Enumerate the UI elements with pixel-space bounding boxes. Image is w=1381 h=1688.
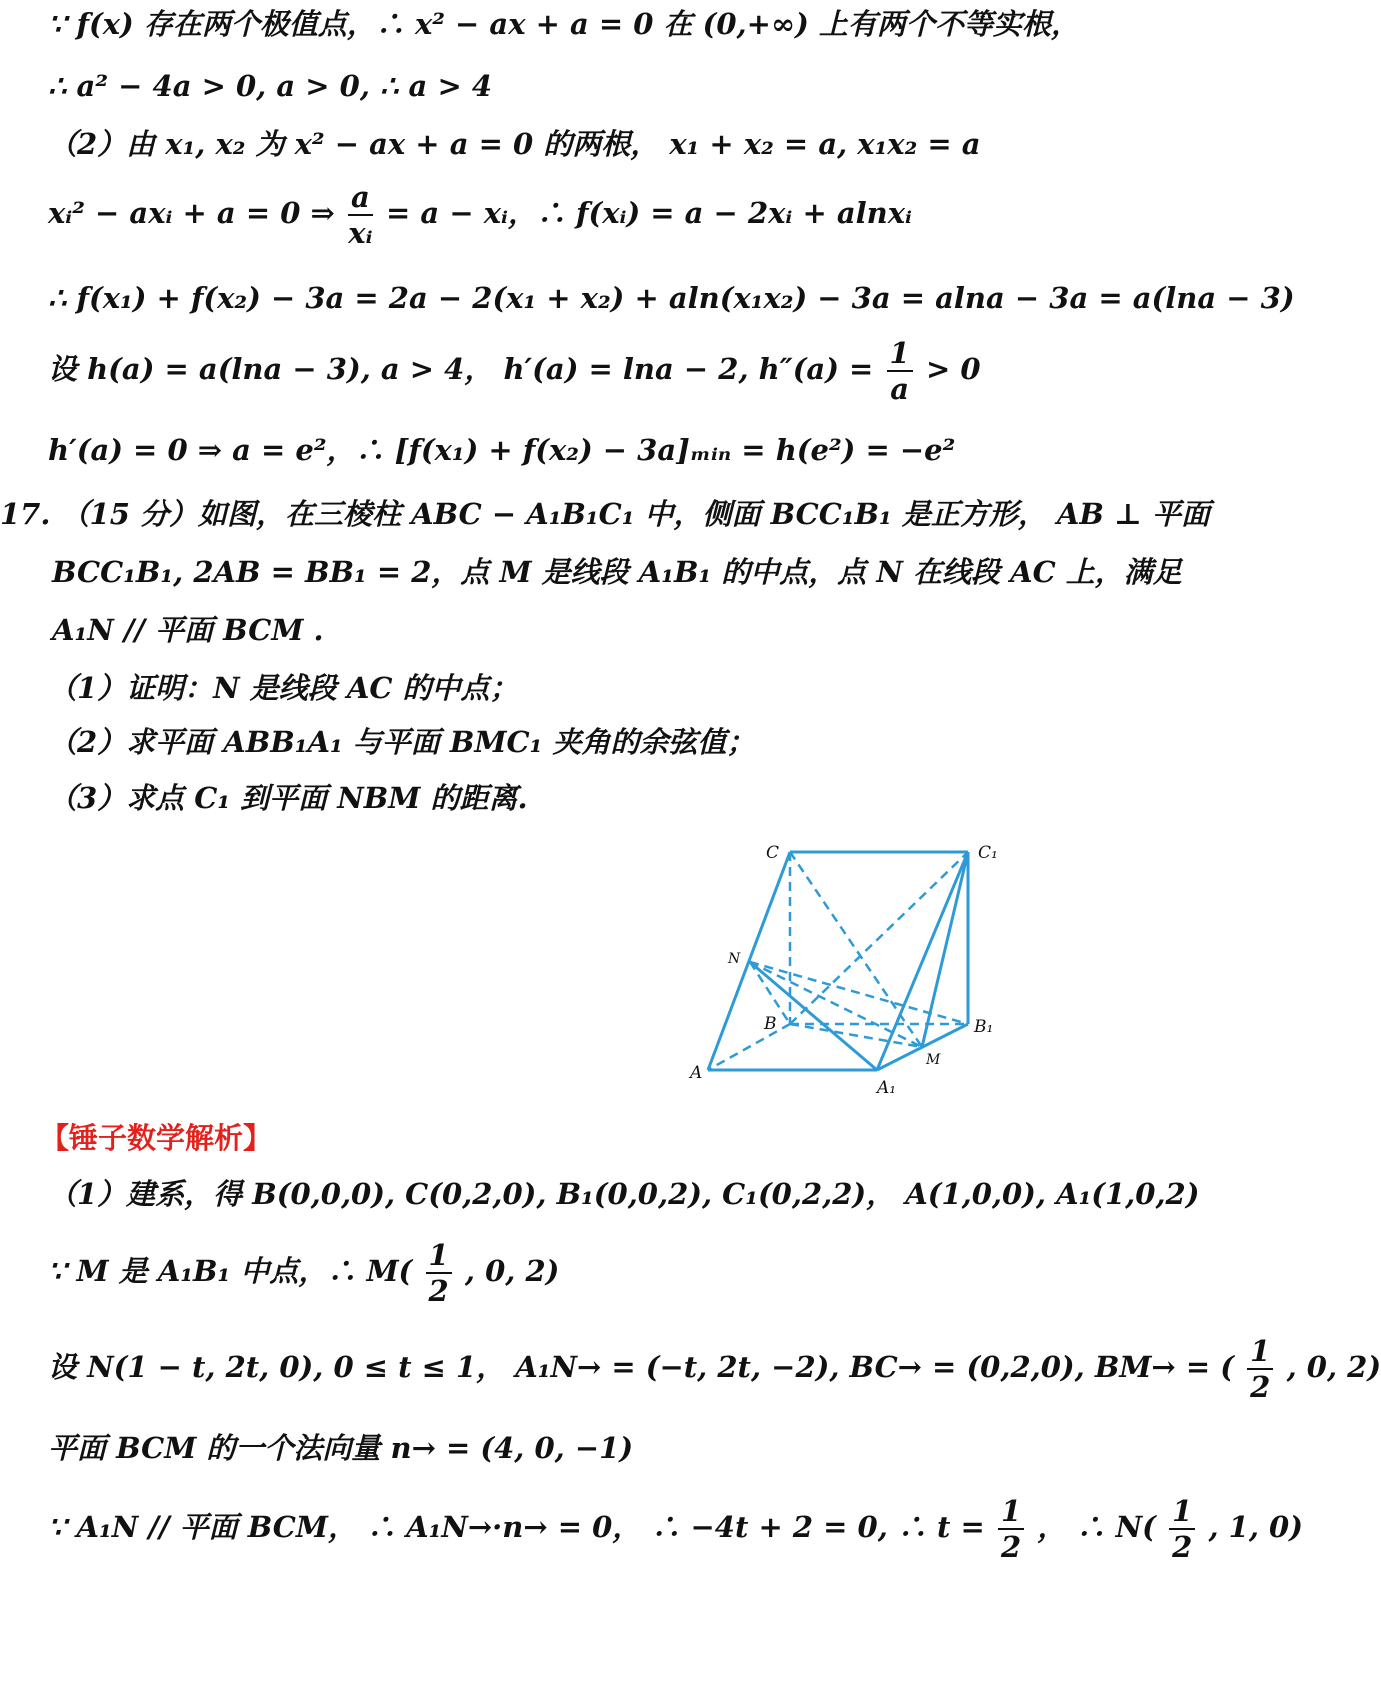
- line-3: （2）由 x₁, x₂ 为 x² − ax + a = 0 的两根， x₁ + x₂ = a, x₁x₂ = a: [48, 127, 981, 161]
- label-M: M: [926, 1052, 941, 1068]
- edge-C-M: [790, 852, 922, 1047]
- fraction-a-over-xi: $\frac{a}{\text{xᵢ}}$: [348, 180, 373, 250]
- vertex-labels: [688, 843, 998, 1098]
- solution-line-5: ∵ A₁N // 平面 BCM， ∴ A₁N→·n→ = 0， ∴ −4t + 2 = 0, ∴ t = $\frac{1}{2}$ ， ∴ N( $\frac{1}{2}$ , 1, 0): [48, 1494, 1303, 1564]
- fraction-half-n: $\frac{1}{2}$: [1169, 1494, 1195, 1564]
- edge-B-C1: [790, 852, 968, 1024]
- label-A1: A₁: [877, 1078, 897, 1098]
- question-17-part-2: （2）求平面 ABB₁A₁ 与平面 BMC₁ 夹角的余弦值；: [48, 725, 756, 759]
- question-17-line-1: 17. （15 分）如图，在三棱柱 ABC − A₁B₁C₁ 中，侧面 BCC₁B₁ 是正方形， AB ⊥ 平面: [0, 497, 1210, 531]
- solution-line-2: ∵ M 是 A₁B₁ 中点，∴ M( $\frac{1}{2}$ , 0, 2): [48, 1238, 560, 1308]
- line-7: h′(a) = 0 ⇒ a = e²，∴ [f(x₁) + f(x₂) − 3a]ₘᵢₙ = h(e²) = −e²: [48, 433, 956, 467]
- label-C: C: [766, 843, 780, 863]
- solution-heading: 【锤子数学解析】: [40, 1121, 273, 1155]
- edge-C1-A1: [877, 852, 968, 1070]
- question-17-line-2: BCC₁B₁, 2AB = BB₁ = 2，点 M 是线段 A₁B₁ 的中点，点 N 在线段 AC 上，满足: [52, 555, 1182, 589]
- solution-line-1: （1）建系，得 B(0,0,0), C(0,2,0), B₁(0,0,2), C₁(0,2,2)， A(1,0,0), A₁(1,0,2): [48, 1177, 1200, 1211]
- line-2: ∴ a² − 4a > 0, a > 0, ∴ a > 4: [48, 69, 493, 103]
- question-17-part-1: （1）证明：N 是线段 AC 的中点；: [48, 671, 519, 705]
- line-5: ∴ f(x₁) + f(x₂) − 3a = 2a − 2(x₁ + x₂) + aln(x₁x₂) − 3a = alna − 3a = a(lna − 3): [48, 281, 1295, 315]
- solution-line-4: 平面 BCM 的一个法向量 n→ = (4, 0, −1): [48, 1431, 634, 1465]
- line-6: 设 h(a) = a(lna − 3), a > 4， h′(a) = lna − 2, h″(a) = $\frac{1}{a}$ > 0: [48, 336, 981, 406]
- label-B1: B₁: [974, 1017, 994, 1037]
- label-C1: C₁: [978, 843, 998, 863]
- line-4: xᵢ² − axᵢ + a = 0 ⇒ $\frac{a}{\text{xᵢ}}$ = a − xᵢ，∴ f(xᵢ) = a − 2xᵢ + alnxᵢ: [48, 180, 912, 250]
- edge-C-A: [708, 852, 790, 1070]
- fraction-half-m: $\frac{1}{2}$: [426, 1238, 452, 1308]
- question-17-part-3: （3）求点 C₁ 到平面 NBM 的距离.: [48, 781, 528, 815]
- fraction-half-bm: $\frac{1}{2}$: [1247, 1334, 1273, 1404]
- fraction-half-t: $\frac{1}{2}$: [998, 1494, 1024, 1564]
- edge-B-A: [708, 1024, 790, 1070]
- fraction-one-over-a: $\frac{1}{a}$: [887, 336, 913, 406]
- label-B: B: [764, 1014, 777, 1034]
- question-17-line-3: A₁N // 平面 BCM .: [52, 613, 324, 647]
- line-1: ∵ f(x) 存在两个极值点，∴ x² − ax + a = 0 在 (0,+∞) 上有两个不等实根，: [48, 7, 1080, 41]
- label-N: N: [728, 951, 741, 967]
- solution-line-3: 设 N(1 − t, 2t, 0), 0 ≤ t ≤ 1， A₁N→ = (−t, 2t, −2), BC→ = (0,2,0), BM→ = ( $\frac{1}{2}$ , 0, 2): [48, 1334, 1381, 1404]
- prism-solid-edges: [708, 852, 968, 1070]
- edge-B-M: [790, 1024, 922, 1047]
- prism-figure: [680, 830, 1080, 1105]
- label-A: A: [690, 1063, 703, 1083]
